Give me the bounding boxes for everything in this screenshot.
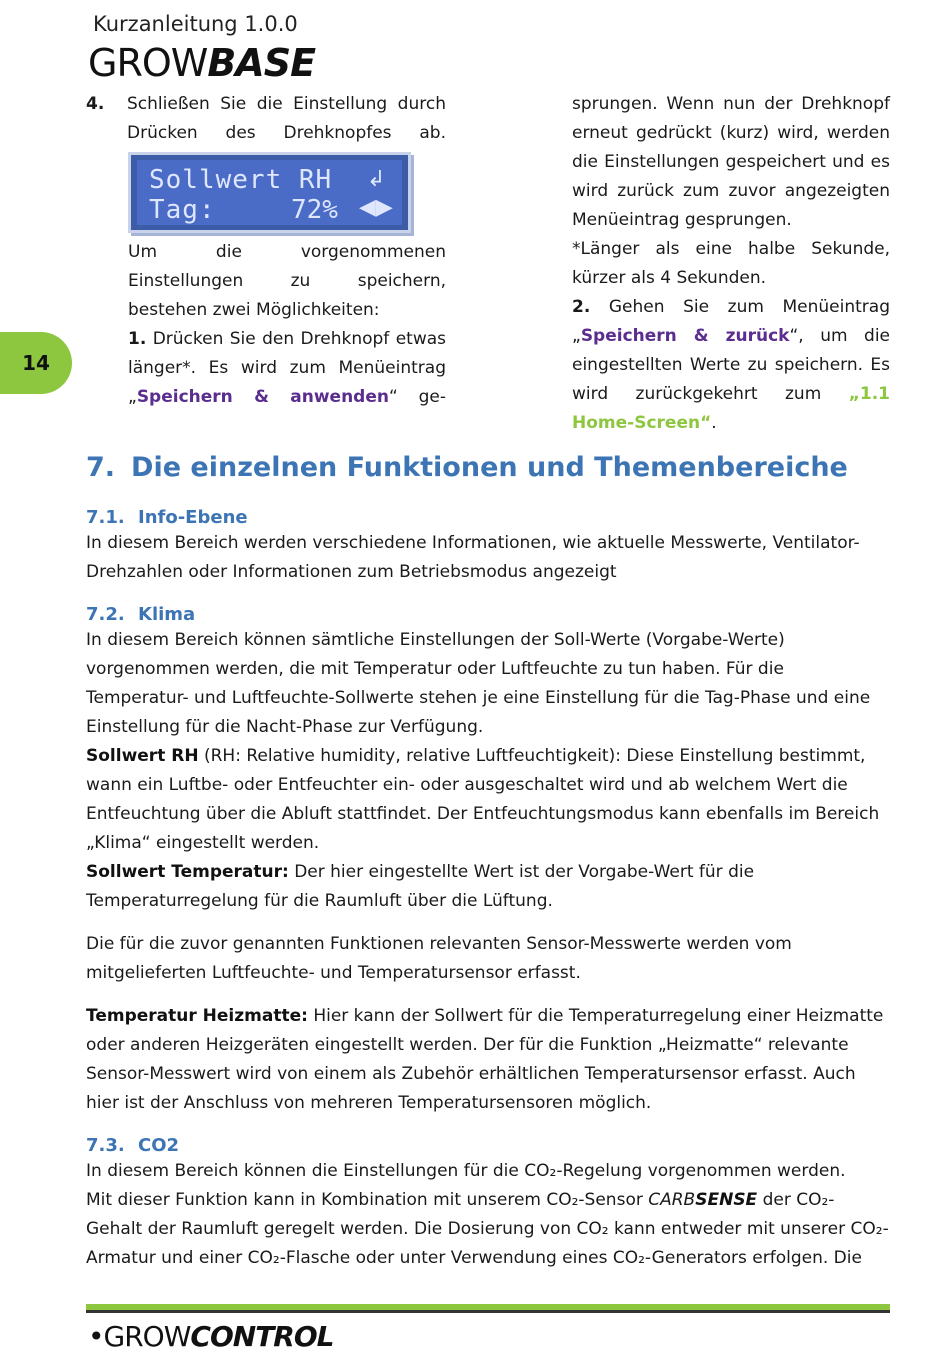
right-continuation: sprungen. Wenn nun der Drehknopf erneut gedrückt (kurz) wird, werden die Einstellungen gespeichert und es wird zurück zum zuvor angezeigten Menüeintrag gesprungen. [572, 94, 890, 230]
page-number-badge [0, 332, 72, 394]
enter-icon: ↲ [367, 167, 386, 192]
sollwert-temp-paragraph [86, 858, 891, 916]
option-1-text: Drücken Sie den Drehknopf etwas länger*. Es wird zum Menüeintrag „ [128, 329, 446, 407]
section-7-1-number: 7.1. [86, 507, 125, 528]
sollwert-rh-paragraph [86, 742, 891, 858]
step-4-number: 4. [86, 94, 105, 114]
growbase-logo [88, 41, 316, 85]
footnote-duration: *Länger als eine halbe Sekunde, kürzer als 4 Sekunden. [572, 239, 890, 288]
option-2-mid: “, um die eingestellten Werte zu speichern. Es wird zurückgekehrt zum [572, 326, 891, 404]
save-option-1 [128, 325, 446, 412]
footer-logo-thin: GROW [103, 1320, 191, 1353]
co2-intro: In diesem Bereich können die Einstellungen für die CO₂-Regelung vorgenommen werden. [86, 1161, 846, 1181]
carbsense-logo [648, 1190, 757, 1210]
heizmatte-text: Hier kann der Sollwert für die Temperaturregelung einer Heizmatte oder anderen Heizgeräten eingestellt werden. Der für die Funktion „Heizmatte“ relevante Sensor-Messwert wird von einem als Zubehör erhältlichen Temperatursensor erfasst. Auch hier ist der Anschluss von mehreren Temperatursensoren möglich. [86, 1006, 884, 1113]
save-option-2 [572, 293, 890, 438]
section-7-1-title: Info-Ebene [138, 507, 248, 528]
logo-bold: BASE [207, 41, 316, 85]
section-7-2-heading [86, 604, 195, 625]
option-2-text: Gehen Sie zum Menüeintrag „ [572, 297, 890, 346]
option-2-number: 2. [572, 297, 591, 317]
left-column [86, 90, 446, 148]
sollwert-temp-text: Der hier eingestellte Wert ist der Vorgabe-Wert für die Temperaturregelung für die Raumluft über die Lüftung. [86, 862, 755, 911]
growcontrol-logo [88, 1320, 334, 1353]
lcd-line-2: Tag: [149, 195, 216, 225]
arrows-icon: ◀▶ [359, 195, 393, 220]
carbsense-bold: SENSE [695, 1190, 758, 1210]
left-text-block [128, 238, 446, 412]
klima-intro: In diesem Bereich können sämtliche Einstellungen der Soll-Werte (Vorgabe-Werte) vorgenommen werden, die mit Temperatur oder Luftfeuchte zu tun haben. Für die Temperatur- und Luftfeuchte-Sollwerte stehen je eine Einstellung für die Tag-Phase und eine Einstellung für die Nacht-Phase zur Verfügung. [86, 630, 871, 737]
heizmatte-label: Temperatur Heizmatte: [86, 1006, 308, 1026]
save-intro: Um die vorgenommenen Einstellungen zu speichern, bestehen zwei Möglichkeiten: [128, 242, 446, 320]
option-1-tail: “ ge- [388, 387, 446, 407]
heizmatte-paragraph [86, 1002, 891, 1118]
section-7-heading [86, 452, 848, 483]
section-7-3-number: 7.3. [86, 1135, 125, 1156]
footer-logo-bold: CONTROL [190, 1320, 334, 1353]
section-7-1-heading [86, 507, 248, 528]
section-7-2-number: 7.2. [86, 604, 125, 625]
option-2-end: . [711, 413, 717, 433]
footer-logo-mark: • [88, 1320, 104, 1353]
sollwert-rh-text: (RH: Relative humidity, relative Luftfeuchtigkeit): Diese Einstellung bestimmt, wann ein Luftbe- oder Entfeuchter ein- oder ausgeschaltet wird und ab welchem Wert die Entfeuchtung über die Abluft stattfindet. Der Entfeuchtungsmodus kann ebenfalls im Bereich „Klima“ eingestellt werden. [86, 746, 880, 853]
footer-divider [86, 1304, 890, 1313]
section-7-3-heading [86, 1135, 179, 1156]
co2-text-b: der CO₂-Gehalt der Raumluft geregelt werden. Die Dosierung von CO₂ kann entweder mit unserer CO₂-Armatur und einer CO₂-Flasche oder unter Verwendung eines CO₂-Generators erfolgen. Die [86, 1190, 889, 1268]
section-7-title: Die einzelnen Funktionen und Themenbereiche [131, 452, 848, 483]
sollwert-temp-label: Sollwert Temperatur: [86, 862, 289, 882]
lcd-line-1: Sollwert RH [149, 165, 333, 195]
section-7-2-body [86, 626, 891, 1118]
section-7-2-title: Klima [138, 604, 196, 625]
section-7-number: 7. [86, 452, 116, 483]
sollwert-rh-label: Sollwert RH [86, 746, 199, 766]
section-7-3-title: CO2 [138, 1135, 180, 1156]
home-screen-link: „1.1 Home-Screen“ [572, 384, 890, 433]
menu-link-speichern-zurueck: Speichern & zurück [580, 326, 790, 346]
right-column [572, 90, 890, 438]
option-1-number: 1. [128, 329, 147, 349]
menu-link-speichern-anwenden: Speichern & anwenden [136, 387, 389, 407]
co2-text-a: Mit dieser Funktion kann in Kombination mit unserem CO₂-Sensor [86, 1190, 649, 1210]
section-7-3-body [86, 1157, 891, 1273]
co2-paragraph [86, 1186, 891, 1273]
logo-thin: GROW [88, 41, 208, 85]
lcd-value: 72% [291, 195, 338, 225]
sensor-paragraph: Die für die zuvor genannten Funktionen relevanten Sensor-Messwerte werden vom mitgelieferten Luftfeuchte- und Temperatursensor erfasst. [86, 934, 792, 983]
lcd-display [128, 152, 411, 233]
carbsense-thin: CARB [648, 1190, 696, 1210]
section-7-1-text: In diesem Bereich werden verschiedene Informationen, wie aktuelle Messwerte, Ventilator-Drehzahlen oder Informationen zum Betriebsmodus angezeigt [86, 533, 860, 582]
step-4-text: Schließen Sie die Einstellung durch Drücken des Drehknopfes ab. [127, 94, 446, 143]
doc-title: Kurzanleitung 1.0.0 [93, 12, 298, 36]
page-number: 14 [22, 351, 50, 375]
step-4 [86, 90, 446, 148]
